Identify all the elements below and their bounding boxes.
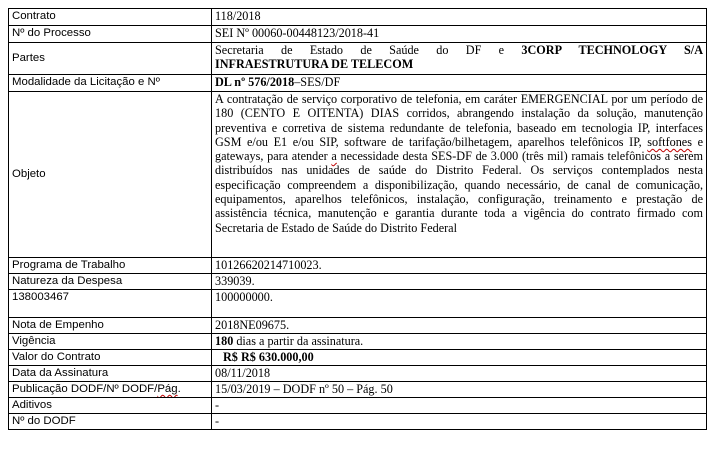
label-objeto: Objeto bbox=[9, 92, 212, 258]
value-valor bbox=[212, 350, 707, 366]
row-modalidade bbox=[9, 75, 707, 92]
value-assinatura: 08/11/2018 bbox=[212, 366, 707, 382]
value-partes bbox=[212, 43, 707, 75]
row-natureza bbox=[9, 274, 707, 290]
value-processo: SEI Nº 00060-00448123/2018-41 bbox=[212, 26, 707, 43]
row-aditivos bbox=[9, 398, 707, 414]
row-partes bbox=[9, 43, 707, 75]
row-dodf bbox=[9, 414, 707, 430]
row-assinatura bbox=[9, 366, 707, 382]
label-partes: Partes bbox=[9, 43, 212, 75]
value-aditivos: - bbox=[212, 398, 707, 414]
row-empenho bbox=[9, 318, 707, 334]
label-assinatura: Data da Assinatura bbox=[9, 366, 212, 382]
label-dodf: Nº do DODF bbox=[9, 414, 212, 430]
label-modalidade: Modalidade da Licitação e Nº bbox=[9, 75, 212, 92]
label-natureza: Natureza da Despesa bbox=[9, 274, 212, 290]
publicacao-label-1: Publicação DODF/Nº DODF/ bbox=[12, 383, 158, 395]
label-contrato: Contrato bbox=[9, 9, 212, 26]
value-modalidade bbox=[212, 75, 707, 92]
contract-summary-table bbox=[8, 8, 707, 430]
partes-empresa-cont: INFRAESTRUTURA DE TELECOM bbox=[215, 57, 414, 72]
label-codigo: 138003467 bbox=[9, 290, 212, 318]
objeto-text-2: e gateways, para atender bbox=[215, 134, 703, 164]
label-programa: Programa de Trabalho bbox=[9, 258, 212, 274]
publicacao-label-2: . bbox=[177, 383, 181, 395]
valor-montante: R$ R$ 630.000,00 bbox=[223, 350, 314, 364]
partes-secretaria: Secretaria de Estado de Saúde do DF e bbox=[215, 43, 522, 57]
row-processo bbox=[9, 26, 707, 43]
label-processo: Nº do Processo bbox=[9, 26, 212, 43]
row-objeto bbox=[9, 92, 707, 258]
value-programa: 10126620214710023. bbox=[212, 258, 707, 274]
label-publicacao bbox=[9, 382, 212, 398]
row-codigo bbox=[9, 290, 707, 318]
value-natureza: 339039. bbox=[212, 274, 707, 290]
objeto-text-1: A contratação de serviço corporativo de telefonia, em caráter EMERGENCIAL por um período de 180 (CENTO E OITENTA) DIAS corridos, abrangendo instalação da solução, manutenção preventiva e corretiva de sistema redundante de telefonia, baseado em tecnologia IP, interfaces GSM e/ou E1 e/ou SIP, software de tarifação/bilhetagem, aparelhos telefônicos IP, bbox=[215, 92, 703, 149]
objeto-softfones: softfones bbox=[647, 134, 692, 149]
partes-empresa: 3CORP TECHNOLOGY S/A bbox=[521, 43, 703, 57]
label-vigencia: Vigência bbox=[9, 334, 212, 350]
objeto-text-3: necessidade desta SES-DF de 3.000 (três mil) ramais telefônicos a serem distribuídos nas unidades de saúde do Distrito Federal. Os serviços contemplados nesta especificação compreendem a disponibilização, quando necessário, de canal de comunicação, equipamentos, aparelhos telefônicos, instalação, configuração, treinamento e prestação de assistência técnica, manutenção e garantia durante toda a vigência do contrato firmado com Secretaria de Estado de Saúde do Distrito Federal bbox=[215, 149, 703, 235]
objeto-a: a bbox=[331, 149, 337, 164]
row-publicacao bbox=[9, 382, 707, 398]
row-programa bbox=[9, 258, 707, 274]
value-publicacao: 15/03/2019 – DODF nº 50 – Pág. 50 bbox=[212, 382, 707, 398]
vigencia-texto: dias a partir da assinatura. bbox=[233, 334, 364, 348]
row-contrato bbox=[9, 9, 707, 26]
modalidade-orgao: –SES/DF bbox=[294, 75, 341, 89]
value-codigo: 100000000. bbox=[212, 290, 707, 318]
publicacao-label-pag: Pág bbox=[157, 383, 178, 395]
value-empenho: 2018NE09675. bbox=[212, 318, 707, 334]
vigencia-dias: 180 bbox=[215, 334, 234, 348]
label-aditivos: Aditivos bbox=[9, 398, 212, 414]
value-dodf: - bbox=[212, 414, 707, 430]
value-vigencia bbox=[212, 334, 707, 350]
modalidade-numero: DL nº 576/2018 bbox=[215, 75, 295, 89]
label-valor: Valor do Contrato bbox=[9, 350, 212, 366]
row-vigencia bbox=[9, 334, 707, 350]
value-objeto bbox=[212, 92, 707, 258]
value-contrato: 118/2018 bbox=[212, 9, 707, 26]
row-valor bbox=[9, 350, 707, 366]
label-empenho: Nota de Empenho bbox=[9, 318, 212, 334]
